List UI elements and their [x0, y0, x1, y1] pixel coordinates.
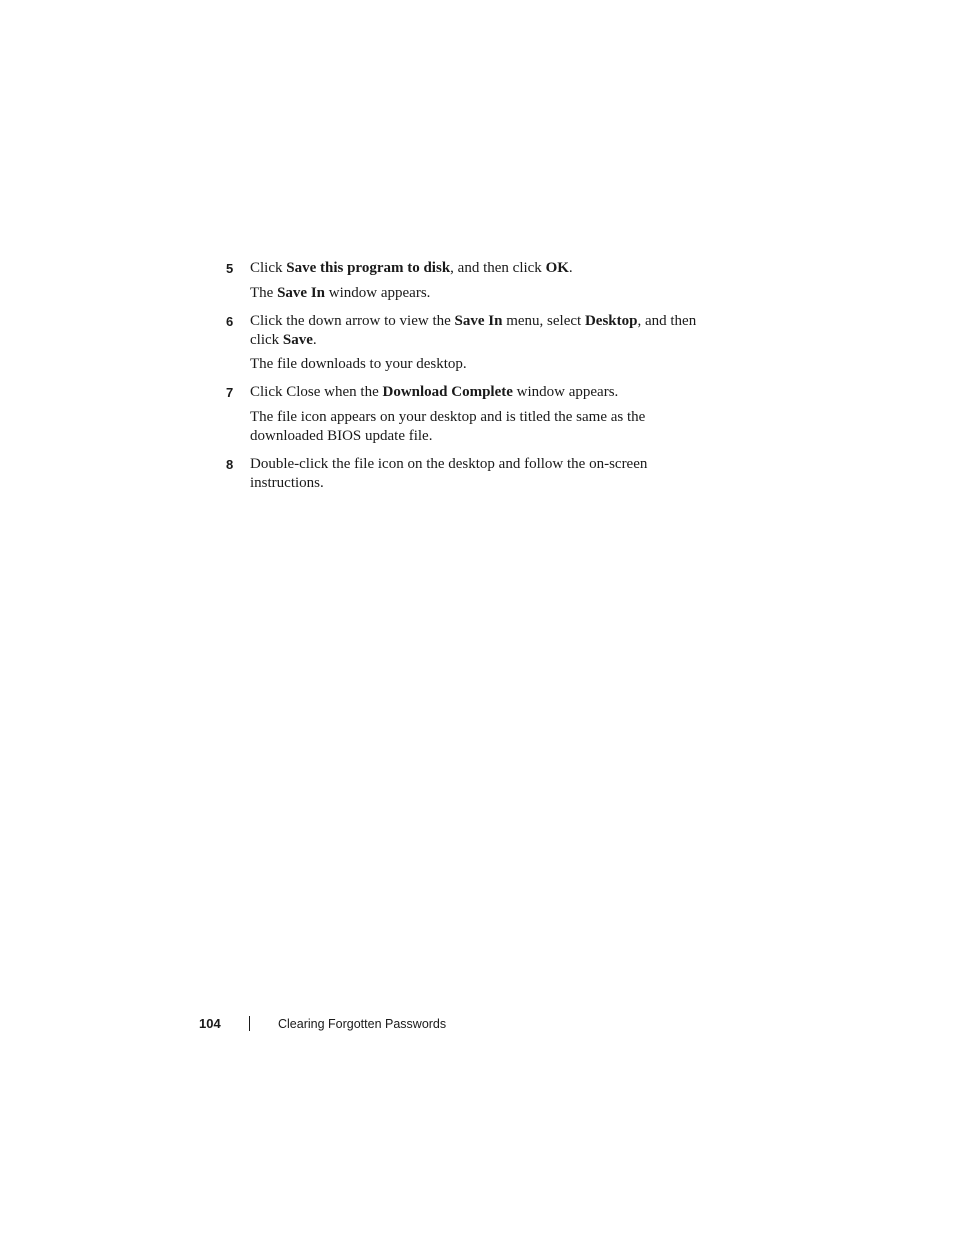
text-run: .: [568, 260, 573, 276]
bold-term: Save In: [454, 313, 503, 329]
page-number: 104: [199, 1016, 221, 1031]
step-number: 6: [226, 314, 234, 329]
text-run: Click Close when the: [250, 384, 383, 400]
text-run: window appears.: [325, 285, 431, 301]
text-run: , and then click: [450, 260, 546, 276]
text-run: Click: [250, 260, 287, 276]
step-instruction: [250, 383, 726, 402]
bold-term: Save this program to disk: [286, 260, 451, 276]
step-instruction: [250, 259, 726, 278]
footer-separator-text: [246, 1015, 249, 1033]
footer-separator: [249, 1016, 250, 1031]
text-run: menu, select: [502, 313, 585, 329]
bold-term: OK: [545, 260, 569, 276]
step-instruction: Double-click the file icon on the desktop and follow the on-screen instructions.: [250, 456, 648, 491]
step-number: 5: [226, 261, 234, 276]
step-number: 7: [226, 385, 234, 400]
step-7-result: The file icon appears on your desktop and is titled the same as the downloaded BIOS update file.: [250, 409, 646, 444]
bold-term: Save: [282, 332, 313, 348]
text-run: The: [250, 285, 278, 301]
text-run: Click the down arrow to view the: [250, 313, 455, 329]
bold-term: Save In: [277, 285, 326, 301]
step-5-result: [250, 284, 726, 303]
step-number: 8: [226, 457, 234, 472]
section-title: Clearing Forgotten Passwords: [278, 1017, 447, 1031]
text-run: .: [312, 332, 317, 348]
step-6-result: The file downloads to your desktop.: [250, 356, 467, 372]
text-run: , and then click: [250, 313, 697, 348]
step-instruction: [250, 312, 726, 350]
text-run: window appears.: [512, 384, 619, 400]
bold-term: Download Complete: [382, 384, 513, 400]
bold-term: Desktop: [584, 313, 638, 329]
